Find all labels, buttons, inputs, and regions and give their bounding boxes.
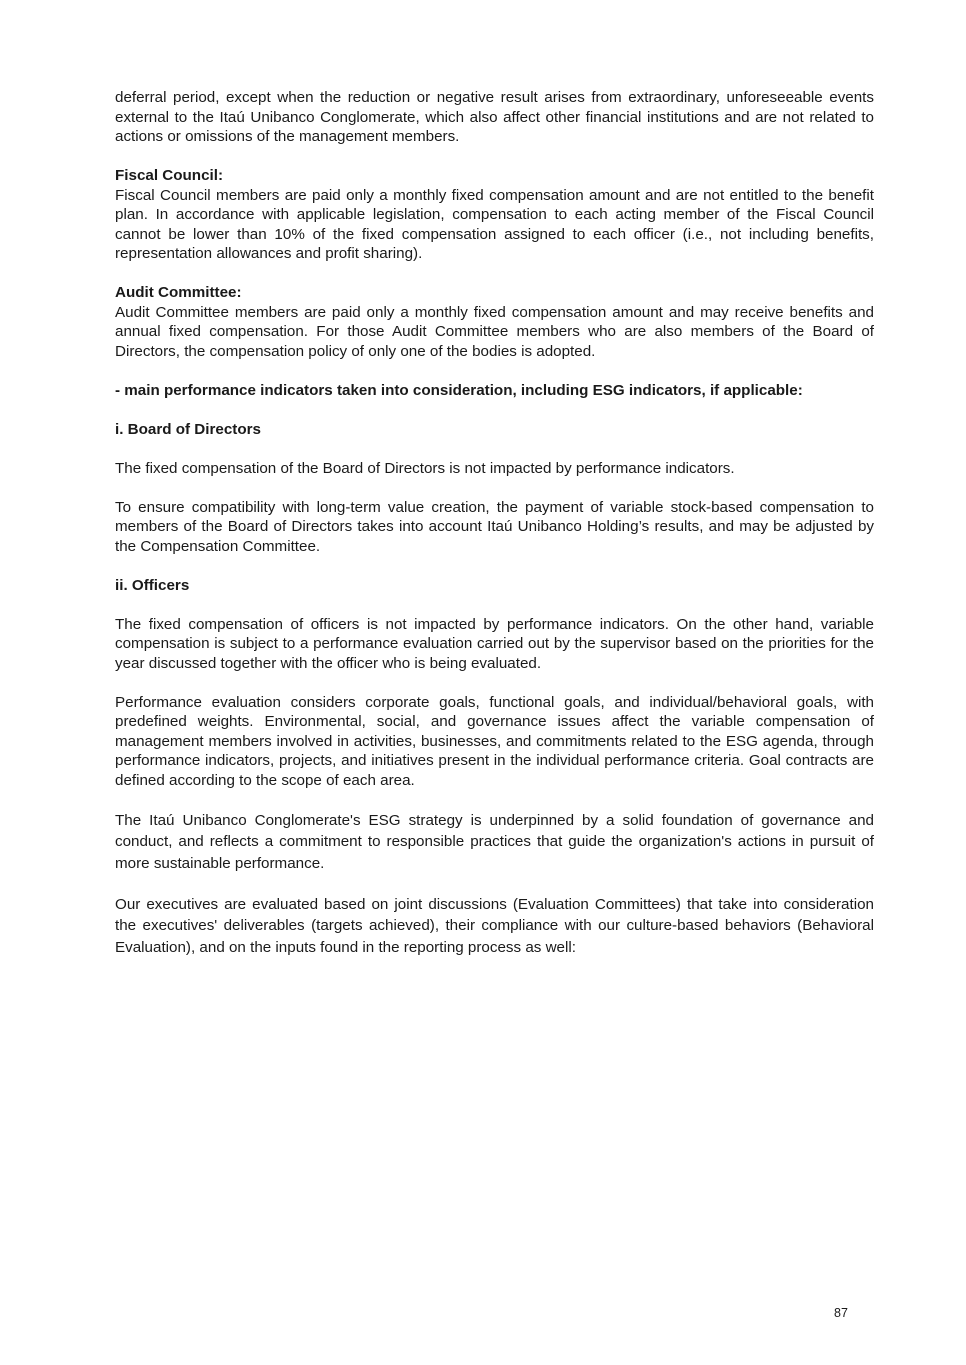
paragraph-fiscal-council: Fiscal Council members are paid only a monthly fixed compensation amount and are not entitled to the benefit plan. In accordance with applicable legislation, compensation to each acting member of the Fiscal Council cannot be lower than 10% of the fixed compensation assigned to each officer (i.e., not including benefits, representation allowances and profit sharing). xyxy=(115,186,874,262)
paragraph-board-fixed-compensation: The fixed compensation of the Board of Directors is not impacted by performance indicators. xyxy=(115,459,735,477)
paragraph-audit-committee: Audit Committee members are paid only a monthly fixed compensation amount and may receive benefits and annual fixed compensation. For those Audit Committee members who are also members of the Board of Directors, the compensation policy of only one of the bodies is adopted. xyxy=(115,303,874,360)
heading-performance-indicators: - main performance indicators taken into consideration, including ESG indicators, if applicable: xyxy=(115,381,803,399)
document-page xyxy=(115,88,874,958)
paragraph-officers-fixed-compensation: The fixed compensation of officers is not impacted by performance indicators. On the other hand, variable compensation is subject to a performance evaluation carried out by the supervisor based on the priorities for the year discussed together with the officer who is being evaluated. xyxy=(115,615,874,672)
paragraph-performance-evaluation: Performance evaluation considers corporate goals, functional goals, and individual/behavioral goals, with predefined weights. Environmental, social, and governance issues affect the variable compensation of management members involved in activities, businesses, and commitments related to the ESG agenda, through performance indicators, projects, and initiatives present in the individual performance criteria. Goal contracts are defined according to the scope of each area. xyxy=(115,693,874,789)
heading-officers: ii. Officers xyxy=(115,576,190,594)
paragraph-board-variable-compensation: To ensure compatibility with long-term value creation, the payment of variable stock-based compensation to members of the Board of Directors takes into account Itaú Unibanco Holding’s results, and may be adjusted by the Compensation Committee. xyxy=(115,498,874,555)
heading-audit-committee: Audit Committee: xyxy=(115,284,242,301)
paragraph-esg-strategy: The Itaú Unibanco Conglomerate's ESG strategy is underpinned by a solid foundation of governance and conduct, and reflects a commitment to responsible practices that guide the organization's actions in pursuit of more sustainable performance. xyxy=(115,811,874,872)
paragraph-executives-evaluation: Our executives are evaluated based on joint discussions (Evaluation Committees) that take into consideration the executives' deliverables (targets achieved), their compliance with our culture-based behaviors (Behavioral Evaluation), and on the inputs found in the reporting process as well: xyxy=(115,895,874,956)
heading-fiscal-council: Fiscal Council: xyxy=(115,167,224,184)
heading-board-of-directors: i. Board of Directors xyxy=(115,420,261,438)
paragraph-deferral-period: deferral period, except when the reduction or negative result arises from extraordinary, unforeseeable events external to the Itaú Unibanco Conglomerate, which also affect other financial institutions and are not related to actions or omissions of the management members. xyxy=(115,89,874,145)
page-number: 87 xyxy=(834,1306,848,1320)
